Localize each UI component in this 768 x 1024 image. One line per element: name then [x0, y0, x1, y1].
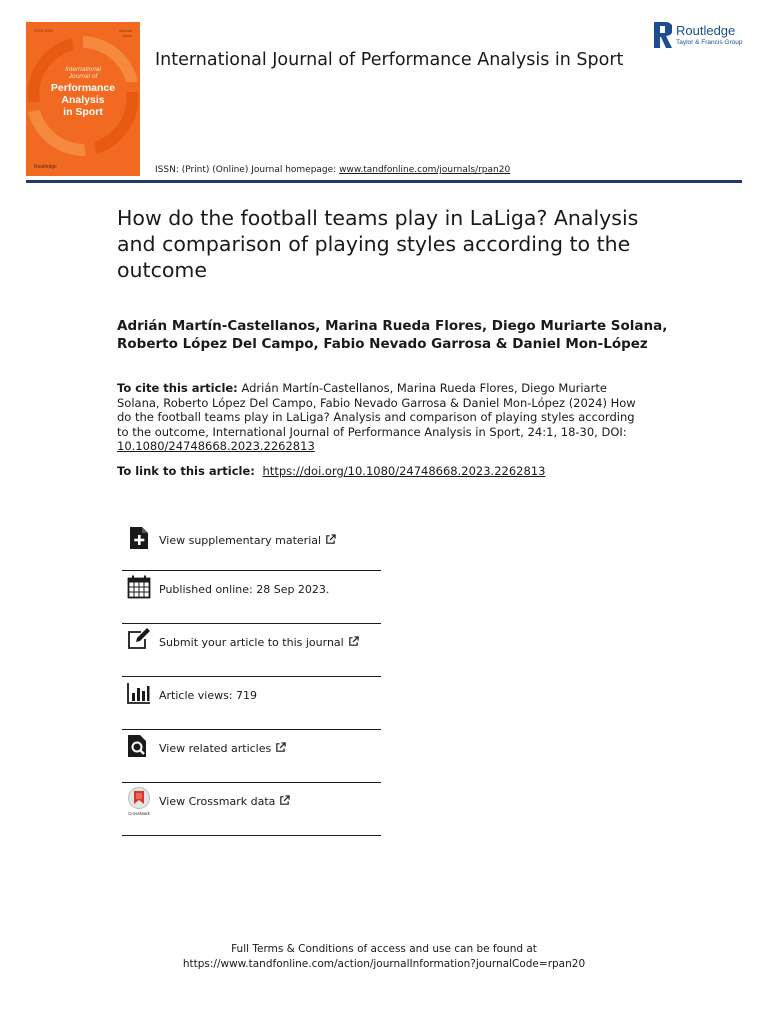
journal-title: International Journal of Performance Analysis in Sport	[155, 50, 624, 70]
footer-line-1: Full Terms & Conditions of access and use can be found at	[231, 943, 537, 955]
search-document-icon	[127, 734, 151, 758]
action-crossmark[interactable]	[122, 783, 381, 836]
cover-title	[26, 66, 140, 118]
article-actions-list	[122, 522, 381, 836]
article-authors	[117, 317, 677, 353]
crossmark-word: CrossMark	[128, 811, 150, 816]
article-doi-link[interactable]: https://doi.org/10.1080/24748668.2023.2262813	[262, 464, 546, 478]
cover-small-2: Journal of	[68, 73, 98, 80]
action-submit-article[interactable]	[122, 624, 381, 677]
action-related-articles[interactable]	[122, 730, 381, 783]
cover-publisher: Routledge	[34, 164, 57, 170]
external-link-icon	[348, 636, 359, 647]
external-link-icon	[279, 795, 290, 806]
publisher-logo[interactable]	[654, 22, 754, 52]
action-label: Article views: 719	[159, 689, 258, 702]
bar-chart-icon	[127, 681, 151, 705]
citation-block	[117, 381, 637, 454]
edit-icon	[127, 628, 151, 652]
footer-terms-link[interactable]: https://www.tandfonline.com/action/journalInformation?journalCode=rpan20	[182, 958, 586, 970]
cover-small-1: International	[65, 66, 101, 73]
cover-big-1: Performance	[50, 82, 116, 94]
journal-cover[interactable]	[26, 22, 140, 176]
issn-label: ISSN: (Print) (Online) Journal homepage:	[155, 165, 337, 175]
publisher-name: Routledge	[676, 23, 736, 38]
action-article-views	[122, 677, 381, 730]
action-label: View Crossmark data	[159, 795, 290, 808]
action-label: Submit your article to this journal	[159, 636, 359, 649]
routledge-r-icon	[654, 22, 672, 48]
publisher-subtitle: Taylor & Francis Group	[676, 39, 743, 46]
external-link-icon	[275, 742, 286, 753]
action-label: View supplementary material	[159, 534, 336, 547]
article-link-line	[117, 464, 545, 478]
cover-volume	[119, 28, 132, 38]
action-supplementary[interactable]	[122, 522, 381, 571]
journal-homepage-link[interactable]: www.tandfonline.com/journals/rpan20	[339, 165, 511, 175]
cover-issue-label: Issue	[122, 33, 132, 38]
citation-text: Adrián Martín-Castellanos, Marina Rueda Flores, Diego Muriarte Solana, Roberto López Del Campo, Fabio Nevado Garrosa & Daniel Mon-López (2024) How do the football teams play in LaLiga? Analysis and comparison of playing styles according to the outcome, International Journal of Performance Analysis in Sport, 24:1, 18-30, DOI:	[117, 381, 636, 439]
action-label: Published online: 28 Sep 2023.	[159, 583, 330, 596]
cover-issn: ISSN 0000	[34, 28, 54, 33]
calendar-icon	[127, 575, 151, 599]
issn-line	[155, 165, 510, 175]
header-divider	[26, 180, 742, 183]
action-published-online	[122, 571, 381, 624]
file-plus-icon	[127, 526, 151, 550]
cover-big-3: in Sport	[63, 106, 103, 118]
article-title: How do the football teams play in LaLiga? Analysis and comparison of playing styles according to the outcome	[117, 206, 639, 282]
cover-volume-label: Volume	[118, 28, 132, 33]
authors-line-2: Roberto López Del Campo, Fabio Nevado Garrosa & Daniel Mon-López	[117, 336, 648, 352]
terms-footer	[0, 942, 768, 972]
link-label: To link to this article:	[117, 464, 255, 478]
citation-label: To cite this article:	[117, 381, 238, 395]
crossmark-icon	[127, 787, 151, 817]
citation-doi-link[interactable]: 10.1080/24748668.2023.2262813	[117, 439, 315, 454]
authors-line-1: Adrián Martín-Castellanos, Marina Rueda Flores, Diego Muriarte Solana,	[117, 318, 668, 334]
external-link-icon	[325, 534, 336, 545]
action-label: View related articles	[159, 742, 286, 755]
cover-big-2: Analysis	[61, 94, 105, 106]
